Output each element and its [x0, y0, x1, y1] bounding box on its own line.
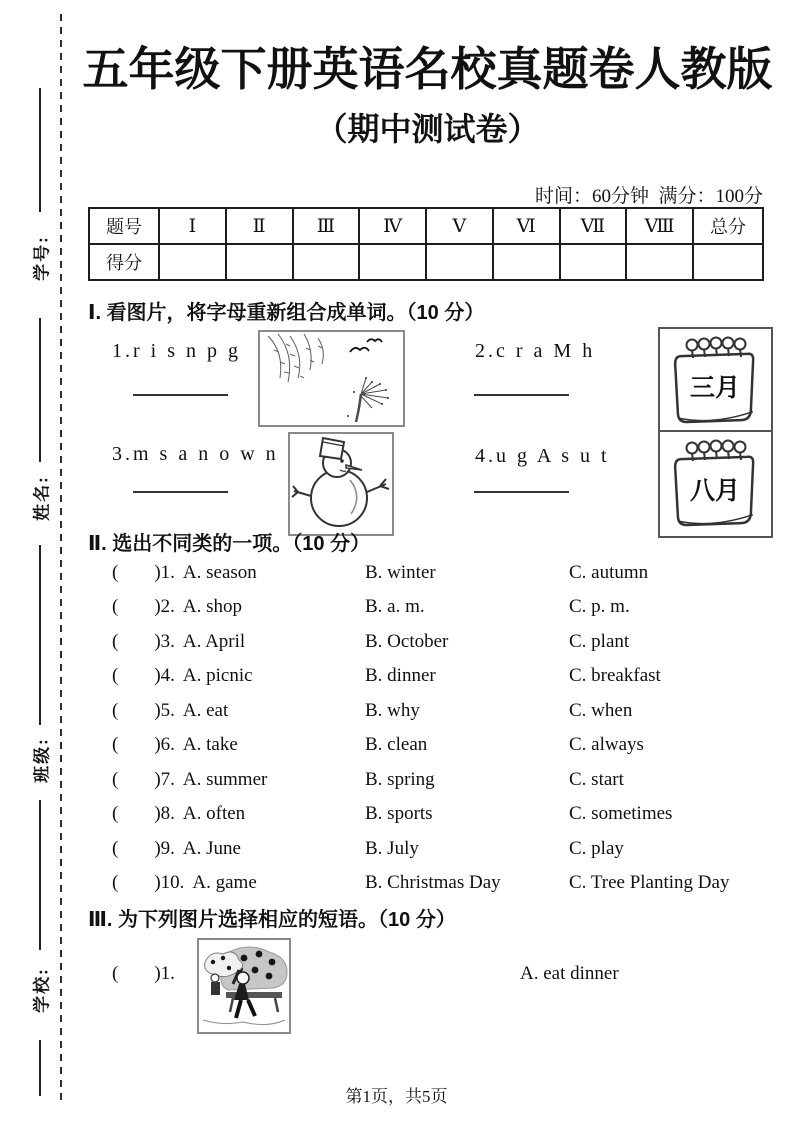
section1-item2-letters: 2.c r a M h [475, 340, 596, 362]
option-a: A. take [182, 734, 238, 755]
score-cell [626, 244, 693, 280]
odd-one-out-row [88, 872, 765, 898]
answer-bracket-and-option-a: ( )6. A. take [112, 734, 238, 755]
numeral-2: Ⅱ [226, 208, 293, 244]
option-c: C. breakfast [569, 665, 661, 686]
time-and-score-info: 时间：60分钟 满分：100分 [534, 186, 763, 207]
section1-heading: Ⅰ. 看图片，将字母重新组合成单词。（10 分） [88, 302, 485, 324]
odd-one-out-row [88, 665, 765, 691]
numeral-4: Ⅳ [359, 208, 426, 244]
score-cell [693, 244, 763, 280]
numeral-3: Ⅲ [293, 208, 360, 244]
question-number-header: 题号 [89, 208, 159, 244]
option-c: C. Tree Planting Day [569, 872, 730, 893]
score-cell [493, 244, 560, 280]
student-name-label: 姓名: [32, 475, 52, 521]
total-score-header: 总分 [693, 208, 763, 244]
answer-bracket: ( )1. [112, 963, 175, 984]
option-a: A. picnic [182, 665, 253, 686]
calendar-month-text: 三月 [689, 374, 741, 402]
section2-heading: Ⅱ. 选出不同类的一项。（10 分） [88, 533, 371, 555]
numeral-6: Ⅵ [493, 208, 560, 244]
score-cell [426, 244, 493, 280]
option-a: A. shop [182, 596, 243, 617]
page-title: 五年级下册英语名校真题卷人教版 [82, 44, 773, 95]
option-b: B. July [365, 838, 419, 859]
option-a: A. game [192, 872, 257, 893]
score-cell [226, 244, 293, 280]
answer-bracket-and-option-a: ( )8. A. often [112, 803, 246, 824]
numeral-1: Ⅰ [159, 208, 226, 244]
score-cell [359, 244, 426, 280]
score-cell [159, 244, 226, 280]
odd-one-out-row [88, 838, 765, 864]
answer-bracket-and-option-a: ( )10. A. game [112, 872, 257, 893]
answer-blank [133, 491, 228, 493]
answer-bracket-and-option-a: ( )3. A. April [112, 631, 246, 652]
option-a: A. often [182, 803, 246, 824]
option-b: B. sports [365, 803, 433, 824]
snowman-icon [290, 434, 392, 534]
page-number: 第1页，共5页 [345, 1087, 448, 1106]
answer-bracket-and-option-a: ( )5. A. eat [112, 700, 229, 721]
score-cell [560, 244, 627, 280]
score-label-cell: 得分 [89, 244, 159, 280]
option-b: B. spring [365, 769, 435, 790]
option-c: C. sometimes [569, 803, 673, 824]
option-c: C. start [569, 769, 624, 790]
option-a: A. April [182, 631, 246, 652]
answer-bracket-and-option-a: ( )2. A. shop [112, 596, 243, 617]
answer-blank [133, 394, 228, 396]
section1-item4-letters: 4.u g A s u t [475, 445, 610, 467]
numeral-7: Ⅶ [560, 208, 627, 244]
option-b: B. winter [365, 562, 436, 583]
school-label: 学校: [32, 967, 52, 1013]
option-b: B. why [365, 700, 420, 721]
class-label: 班级: [32, 737, 52, 783]
odd-one-out-row [88, 596, 765, 622]
student-number-blank-line [39, 88, 41, 212]
odd-one-out-row [88, 803, 765, 829]
odd-one-out-row [88, 769, 765, 795]
option-b: B. clean [365, 734, 428, 755]
answer-bracket-and-option-a: ( )9. A. June [112, 838, 241, 859]
calendar-icon [660, 432, 771, 536]
odd-one-out-row [88, 734, 765, 760]
school-blank-line [39, 800, 41, 950]
odd-one-out-row [88, 562, 765, 588]
snowman-picture [288, 432, 394, 536]
class-blank-line [39, 545, 41, 725]
student-number-label: 学号: [32, 235, 52, 281]
answer-bracket-and-option-a: ( )4. A. picnic [112, 665, 253, 686]
answer-bracket-and-option-a: ( )7. A. summer [112, 769, 268, 790]
option-a: A. summer [182, 769, 268, 790]
option-c: C. plant [569, 631, 630, 652]
option-b: B. dinner [365, 665, 436, 686]
option-c: C. autumn [569, 562, 649, 583]
numeral-5: Ⅴ [426, 208, 493, 244]
option-b: B. a. m. [365, 596, 425, 617]
numeral-8: Ⅷ [626, 208, 693, 244]
option-b: B. October [365, 631, 449, 652]
odd-one-out-row [88, 631, 765, 657]
march-calendar-picture [658, 327, 773, 435]
option-c: C. when [569, 700, 633, 721]
spring-picture [258, 330, 405, 427]
willow-and-birds-icon [260, 332, 403, 425]
option-a: A. season [182, 562, 257, 583]
option-c: C. play [569, 838, 624, 859]
match-phrase-row [88, 963, 765, 989]
score-table [88, 207, 764, 281]
score-table-score-row [89, 244, 763, 280]
score-table-header-row [89, 208, 763, 244]
children-picking-apples-icon [199, 940, 289, 1032]
seal-dashed-line [60, 14, 62, 1104]
page-subtitle: （期中测试卷） [315, 111, 540, 147]
section3-heading: Ⅲ. 为下列图片选择相应的短语。（10 分） [88, 909, 456, 931]
answer-blank [474, 394, 569, 396]
calendar-month-text: 八月 [689, 477, 741, 505]
score-cell [293, 244, 360, 280]
option-b: B. Christmas Day [365, 872, 501, 893]
section1-item1-letters: 1.r i s n p g [112, 340, 241, 362]
odd-one-out-row [88, 700, 765, 726]
august-calendar-picture [658, 430, 773, 538]
option-a: A. eat [182, 700, 229, 721]
calendar-icon [660, 329, 771, 433]
answer-blank [474, 491, 569, 493]
answer-bracket-and-option-a: ( )1. A. season [112, 562, 257, 583]
section1-item3-letters: 3.m s a n o w n [112, 443, 279, 465]
student-name-blank-line [39, 318, 41, 462]
picking-apples-picture [197, 938, 291, 1034]
option-c: C. p. m. [569, 596, 630, 617]
option-a: A. June [182, 838, 241, 859]
phrase-option-a: A. eat dinner [520, 963, 619, 984]
option-c: C. always [569, 734, 644, 755]
